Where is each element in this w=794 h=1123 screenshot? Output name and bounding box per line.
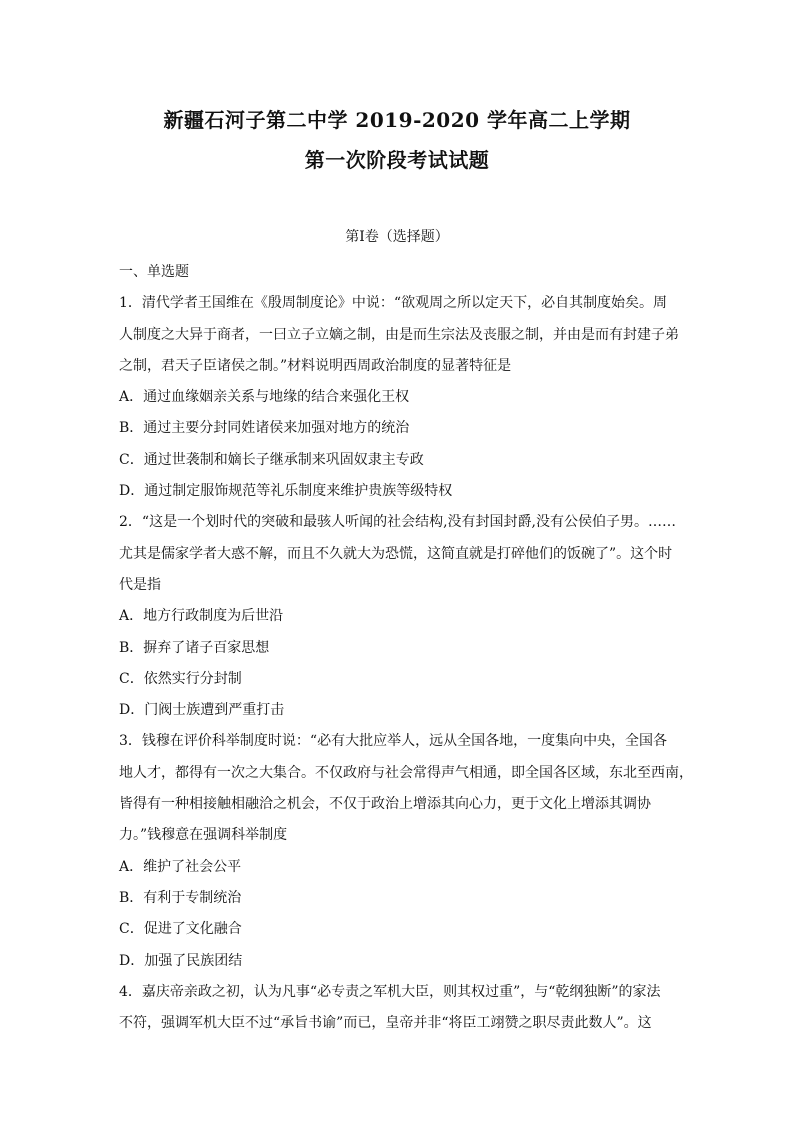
stem-line: 不符，强调军机大臣不过“承旨书谕”而已，皇帝并非“将臣工翊赞之职尽责此数人”。这 bbox=[119, 1015, 652, 1032]
option-c: C．通过世袭制和嫡长子继承制来巩固奴隶主专政 bbox=[119, 451, 424, 468]
question-stem bbox=[119, 977, 681, 1040]
question-stem bbox=[119, 726, 693, 851]
question-2 bbox=[119, 507, 681, 726]
stem-line: 之制，君天子臣诸侯之制。”材料说明西周政治制度的显著特征是 bbox=[119, 357, 512, 374]
stem-line: 1．清代学者王国维在《殷周制度论》中说：“欲观周之所以定天下，必自其制度始矣。周 bbox=[119, 295, 668, 312]
option-d: D．通过制定服饰规范等礼乐制度来维护贵族等级特权 bbox=[119, 483, 453, 500]
option-d: D．门阀士族遭到严重打击 bbox=[119, 702, 285, 719]
stem-line: 4．嘉庆帝亲政之初，认为凡事“必专责之军机大臣，则其权过重”，与“乾纲独断”的家法 bbox=[119, 983, 661, 1000]
option-b: B．有利于专制统治 bbox=[119, 889, 242, 906]
stem-line: 2．“这是一个划时代的突破和最骇人听闻的社会结构,没有封国封爵,没有公侯伯子男。…… bbox=[119, 514, 676, 531]
option-a: A．地方行政制度为后世沿 bbox=[119, 608, 284, 625]
option-a: A．维护了社会公平 bbox=[119, 858, 242, 875]
part-heading: 一、单选题 bbox=[119, 264, 189, 280]
option-a: A．通过血缘姻亲关系与地缘的结合来强化王权 bbox=[119, 389, 410, 406]
option-b: B．摒弃了诸子百家思想 bbox=[119, 639, 270, 656]
question-stem bbox=[119, 507, 681, 601]
question-stem bbox=[119, 288, 681, 382]
stem-line: 力。”钱穆意在强调科举制度 bbox=[119, 827, 288, 844]
question-1 bbox=[119, 288, 681, 507]
stem-line: 皆得有一种相接触相融洽之机会，不仅于政治上增添其向心力，更于文化上增添其调协 bbox=[119, 796, 651, 813]
exam-title-line1: 新疆石河子第二中学 2019-2020 学年高二上学期 bbox=[163, 108, 631, 132]
section-label: 第Ⅰ卷（选择题） bbox=[345, 229, 449, 245]
option-d: D．加强了民族团结 bbox=[119, 952, 243, 969]
stem-line: 代是指 bbox=[119, 576, 161, 593]
exam-body bbox=[119, 257, 693, 1039]
stem-line: 3．钱穆在评价科举制度时说：“必有大批应举人，远从全国各地，一度集向中央，全国各 bbox=[119, 733, 668, 750]
stem-line: 尤其是儒家学者大惑不解，而且不久就大为恐慌，这简直就是打碎他们的饭碗了”。这个时 bbox=[119, 545, 673, 562]
exam-title-line2: 第一次阶段考试试题 bbox=[304, 148, 490, 172]
option-c: C．促进了文化融合 bbox=[119, 921, 242, 938]
option-b: B．通过主要分封同姓诸侯来加强对地方的统治 bbox=[119, 420, 410, 437]
question-3 bbox=[119, 726, 693, 976]
stem-line: 人制度之大异于商者，一曰立子立嫡之制，由是而生宗法及丧服之制，并由是而有封建子弟 bbox=[119, 326, 679, 343]
option-c: C．依然实行分封制 bbox=[119, 670, 242, 687]
stem-line: 地人才，都得有一次之大集合。不仅政府与社会常得声气相通，即全国各区域，东北至西南， bbox=[119, 764, 693, 781]
question-4 bbox=[119, 977, 681, 1040]
